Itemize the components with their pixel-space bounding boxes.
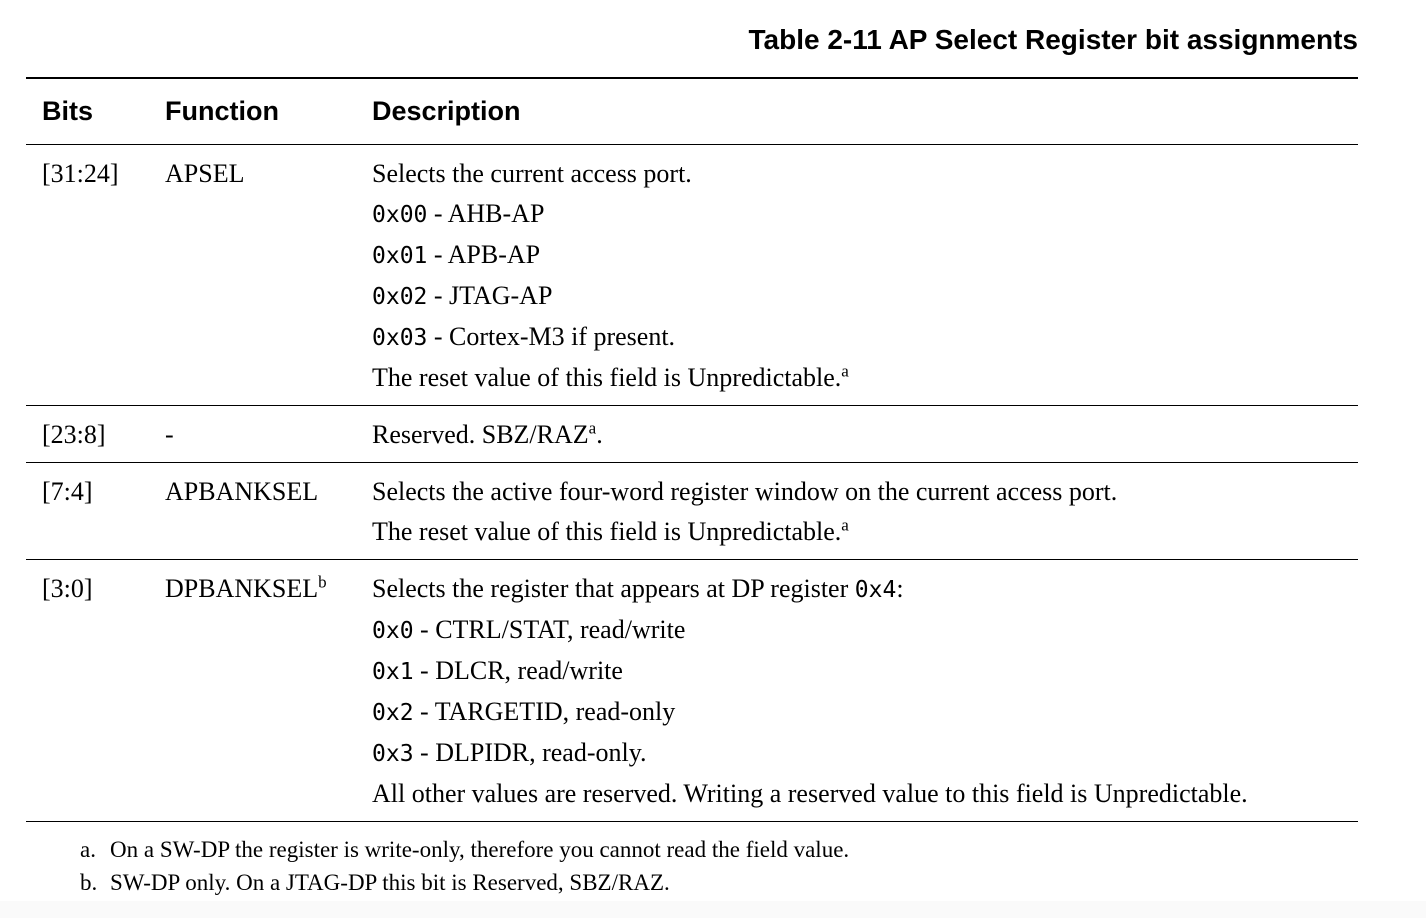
function-cell — [165, 154, 372, 398]
text-segment: - JTAG-AP — [427, 281, 553, 310]
hex-value: 0x00 — [372, 202, 428, 228]
text-segment: - CTRL/STAT, read/write — [413, 615, 686, 644]
description-cell — [372, 569, 1358, 814]
text-segment: Selects the register that appears at DP register — [372, 574, 855, 603]
hex-value: 0x1 — [372, 659, 414, 685]
footnote-reference: a — [841, 515, 849, 535]
description-line — [372, 472, 1358, 512]
hex-value: 0x4 — [854, 577, 897, 603]
bits-cell: [7:4] — [42, 477, 93, 506]
description-line — [372, 154, 1358, 194]
text-segment: - — [165, 420, 174, 449]
table-footnotes — [26, 833, 1358, 899]
column-header-function: Function — [165, 96, 279, 126]
text-segment: - AHB-AP — [427, 199, 545, 228]
table-title: Table 2-11 AP Select Register bit assignments — [748, 24, 1358, 55]
column-header-description: Description — [372, 96, 521, 126]
page-bottom-edge — [0, 901, 1426, 918]
footnote-marker: a. — [80, 837, 96, 862]
text-segment: DPBANKSEL — [165, 574, 319, 603]
description-line — [372, 569, 1358, 610]
hex-value: 0x0 — [372, 618, 414, 644]
function-cell — [165, 472, 372, 552]
text-segment: : — [896, 574, 904, 603]
hex-value: 0x02 — [372, 284, 428, 310]
table-body — [26, 145, 1358, 822]
description-line — [372, 512, 1358, 552]
description-line — [372, 610, 1358, 651]
description-line — [372, 194, 1358, 235]
text-segment: Selects the active four-word register window on the current access port. — [372, 477, 1118, 506]
text-segment: Selects the current access port. — [372, 159, 692, 188]
text-segment: - APB-AP — [427, 240, 541, 269]
description-line — [372, 317, 1358, 358]
description-line — [372, 358, 1358, 398]
text-segment: Reserved. SBZ/RAZ — [372, 420, 589, 449]
footnote-reference: a — [841, 361, 849, 381]
description-line — [372, 733, 1358, 774]
text-segment: - DLPIDR, read-only. — [413, 738, 647, 767]
footnote — [80, 833, 1358, 866]
text-segment: - TARGETID, read-only — [413, 697, 676, 726]
footnote-reference: a — [588, 418, 597, 438]
bits-cell: [3:0] — [42, 574, 93, 603]
description-cell — [372, 415, 1358, 455]
hex-value: 0x3 — [372, 741, 414, 767]
table-row — [26, 463, 1358, 560]
description-line — [372, 276, 1358, 317]
function-cell — [165, 569, 372, 814]
column-header-bits: Bits — [42, 96, 94, 126]
bit-assignments-table — [26, 77, 1358, 822]
description-line — [372, 651, 1358, 692]
table-row — [26, 560, 1358, 822]
text-segment: All other values are reserved. Writing a reserved value to this field is Unpredictable. — [372, 779, 1248, 808]
text-segment: APSEL — [165, 159, 245, 188]
footnote-text: SW-DP only. On a JTAG-DP this bit is Reserved, SBZ/RAZ. — [110, 870, 670, 895]
footnote-marker: b. — [80, 870, 98, 895]
description-line — [372, 235, 1358, 276]
table-row — [26, 406, 1358, 463]
text-segment: . — [596, 420, 603, 449]
text-segment: The reset value of this field is Unpredictable. — [372, 363, 842, 392]
description-cell — [372, 472, 1358, 552]
description-cell — [372, 154, 1358, 398]
hex-value: 0x03 — [372, 325, 428, 351]
footnote-text: On a SW-DP the register is write-only, therefore you cannot read the field value. — [110, 837, 850, 862]
footnote — [80, 866, 1358, 899]
text-segment: The reset value of this field is Unpredictable. — [372, 517, 842, 546]
description-line — [372, 415, 1358, 455]
bits-cell: [23:8] — [42, 420, 106, 449]
table-row — [26, 145, 1358, 406]
bits-cell: [31:24] — [42, 159, 119, 188]
text-segment: - Cortex-M3 if present. — [427, 322, 676, 351]
table-header-row — [26, 79, 1358, 145]
text-segment: - DLCR, read/write — [413, 656, 623, 685]
description-line — [372, 774, 1358, 814]
footnote-reference: b — [318, 572, 327, 592]
text-segment: APBANKSEL — [165, 477, 319, 506]
hex-value: 0x2 — [372, 700, 414, 726]
function-cell — [165, 415, 372, 455]
description-line — [372, 692, 1358, 733]
hex-value: 0x01 — [372, 243, 428, 269]
